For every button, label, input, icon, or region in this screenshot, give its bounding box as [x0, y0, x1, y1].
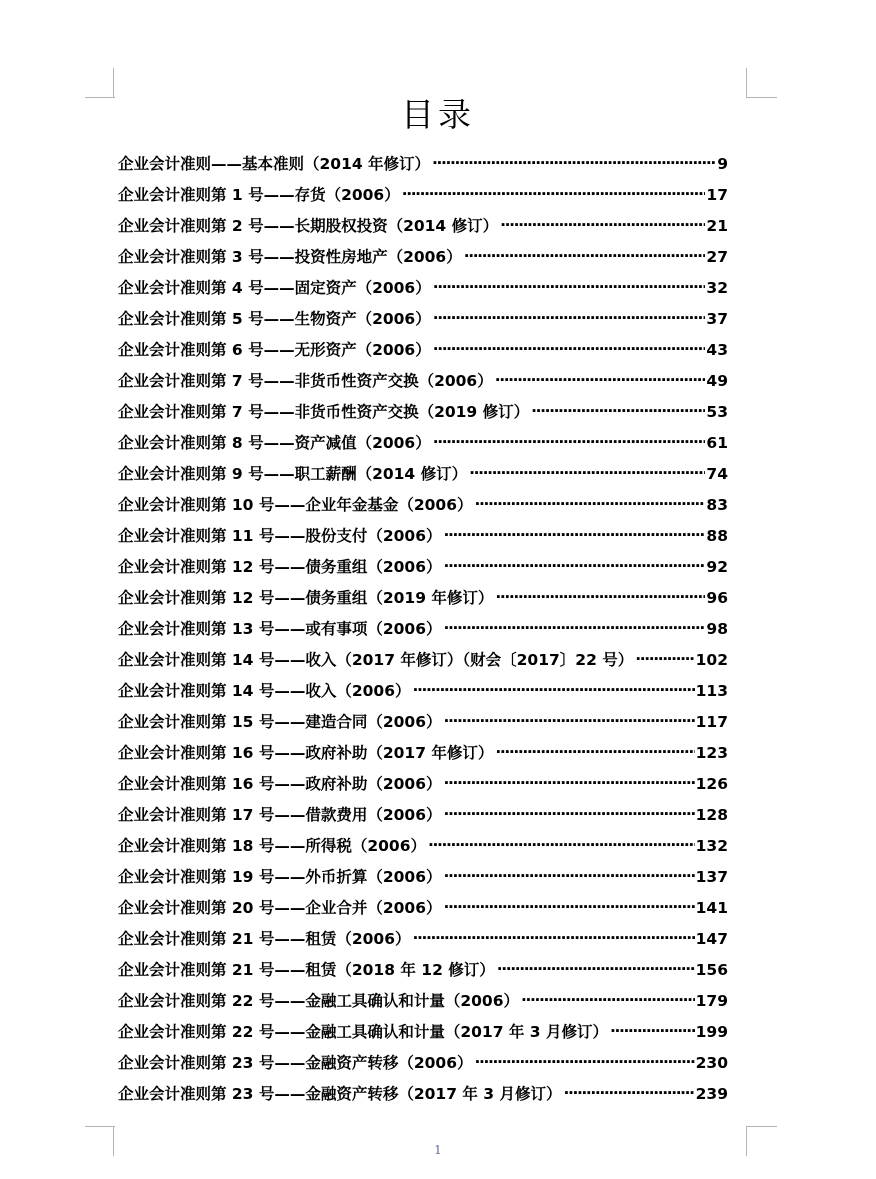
toc-entry-page-number: 37 [706, 310, 728, 328]
toc-dot-leader [413, 928, 695, 944]
toc-entry-title: 企业会计准则第 11 号——股份支付（2006） [118, 527, 442, 545]
toc-entry-page-number: 126 [695, 775, 728, 793]
toc-entry-title: 企业会计准则第 17 号——借款费用（2006） [118, 806, 442, 824]
toc-entry[interactable] [118, 431, 728, 462]
toc-entry-title: 企业会计准则第 19 号——外币折算（2006） [118, 868, 442, 886]
toc-entry[interactable] [118, 865, 728, 896]
toc-entry[interactable] [118, 369, 728, 400]
table-of-contents [118, 152, 728, 1113]
toc-entry[interactable] [118, 679, 728, 710]
toc-entry-page-number: 132 [695, 837, 728, 855]
toc-dot-leader [444, 711, 695, 727]
toc-dot-leader [444, 773, 695, 789]
toc-entry-page-number: 239 [695, 1085, 728, 1103]
toc-entry[interactable] [118, 1020, 728, 1051]
toc-dot-leader [521, 990, 695, 1006]
toc-entry-page-number: 156 [695, 961, 728, 979]
toc-dot-leader [464, 246, 706, 262]
toc-entry-title: 企业会计准则第 23 号——金融资产转移（2006） [118, 1054, 473, 1072]
toc-entry-title: 企业会计准则第 15 号——建造合同（2006） [118, 713, 442, 731]
toc-entry-page-number: 27 [706, 248, 728, 266]
toc-entry-page-number: 117 [695, 713, 728, 731]
toc-entry[interactable] [118, 245, 728, 276]
toc-dot-leader [433, 277, 706, 293]
toc-entry-title: 企业会计准则第 14 号——收入（2006） [118, 682, 411, 700]
toc-dot-leader [610, 1021, 695, 1037]
toc-entry-page-number: 230 [695, 1054, 728, 1072]
toc-entry-page-number: 199 [695, 1023, 728, 1041]
toc-entry[interactable] [118, 555, 728, 586]
toc-dot-leader [444, 866, 695, 882]
toc-entry[interactable] [118, 958, 728, 989]
toc-entry-title: 企业会计准则第 6 号——无形资产（2006） [118, 341, 431, 359]
toc-entry-page-number: 96 [706, 589, 728, 607]
toc-entry-page-number: 123 [695, 744, 728, 762]
toc-entry-title: 企业会计准则第 18 号——所得税（2006） [118, 837, 427, 855]
toc-entry-title: 企业会计准则第 10 号——企业年金基金（2006） [118, 496, 473, 514]
toc-entry-title: 企业会计准则——基本准则（2014 年修订） [118, 155, 431, 173]
toc-entry-page-number: 43 [706, 341, 728, 359]
toc-entry-page-number: 83 [706, 496, 728, 514]
toc-entry-page-number: 128 [695, 806, 728, 824]
toc-entry[interactable] [118, 214, 728, 245]
toc-entry-page-number: 32 [706, 279, 728, 297]
toc-entry-title: 企业会计准则第 21 号——租赁（2018 年 12 修订） [118, 961, 495, 979]
toc-entry-page-number: 102 [695, 651, 728, 669]
toc-entry[interactable] [118, 524, 728, 555]
toc-dot-leader [444, 525, 706, 541]
toc-entry-page-number: 9 [717, 155, 728, 173]
toc-dot-leader [444, 556, 706, 572]
toc-entry[interactable] [118, 648, 728, 679]
toc-dot-leader [444, 804, 695, 820]
toc-entry[interactable] [118, 1051, 728, 1082]
toc-entry-title: 企业会计准则第 13 号——或有事项（2006） [118, 620, 442, 638]
toc-entry-title: 企业会计准则第 20 号——企业合并（2006） [118, 899, 442, 917]
toc-dot-leader [497, 959, 695, 975]
toc-dot-leader [495, 742, 694, 758]
toc-entry[interactable] [118, 989, 728, 1020]
toc-entry[interactable] [118, 772, 728, 803]
toc-entry[interactable] [118, 400, 728, 431]
toc-entry-page-number: 92 [706, 558, 728, 576]
toc-entry-title: 企业会计准则第 2 号——长期股权投资（2014 修订） [118, 217, 499, 235]
toc-dot-leader [500, 215, 705, 231]
toc-entry-title: 企业会计准则第 4 号——固定资产（2006） [118, 279, 431, 297]
toc-entry[interactable] [118, 462, 728, 493]
toc-entry-title: 企业会计准则第 1 号——存货（2006） [118, 186, 400, 204]
toc-entry-page-number: 17 [706, 186, 728, 204]
toc-entry-page-number: 179 [695, 992, 728, 1010]
toc-entry-title: 企业会计准则第 12 号——债务重组（2006） [118, 558, 442, 576]
toc-entry[interactable] [118, 338, 728, 369]
toc-entry[interactable] [118, 307, 728, 338]
toc-entry[interactable] [118, 586, 728, 617]
toc-entry-title: 企业会计准则第 12 号——债务重组（2019 年修订） [118, 589, 494, 607]
toc-dot-leader [531, 401, 705, 417]
toc-entry-title: 企业会计准则第 7 号——非货币性资产交换（2006） [118, 372, 493, 390]
toc-entry[interactable] [118, 834, 728, 865]
toc-dot-leader [402, 184, 706, 200]
toc-entry-title: 企业会计准则第 22 号——金融工具确认和计量（2006） [118, 992, 520, 1010]
toc-entry-page-number: 49 [706, 372, 728, 390]
toc-entry-title: 企业会计准则第 3 号——投资性房地产（2006） [118, 248, 462, 266]
page-title: 目录 [401, 95, 475, 134]
toc-entry-page-number: 113 [695, 682, 728, 700]
toc-entry-title: 企业会计准则第 9 号——职工薪酬（2014 修订） [118, 465, 468, 483]
toc-entry-title: 企业会计准则第 14 号——收入（2017 年修订）（财会〔2017〕22 号） [118, 651, 634, 669]
toc-entry[interactable] [118, 152, 728, 183]
footer-page-number: 1 [434, 1143, 442, 1157]
toc-dot-leader [433, 432, 706, 448]
toc-dot-leader [563, 1083, 694, 1099]
toc-dot-leader [444, 618, 706, 634]
toc-dot-leader [469, 463, 705, 479]
toc-entry-page-number: 88 [706, 527, 728, 545]
toc-dot-leader [495, 587, 705, 603]
toc-entry-page-number: 61 [706, 434, 728, 452]
toc-entry[interactable] [118, 803, 728, 834]
toc-entry-title: 企业会计准则第 23 号——金融资产转移（2017 年 3 月修订） [118, 1085, 562, 1103]
toc-entry[interactable] [118, 183, 728, 214]
toc-entry-page-number: 53 [706, 403, 728, 421]
toc-entry-title: 企业会计准则第 7 号——非货币性资产交换（2019 修订） [118, 403, 530, 421]
toc-dot-leader [432, 153, 716, 169]
toc-entry[interactable] [118, 927, 728, 958]
toc-entry-title: 企业会计准则第 21 号——租赁（2006） [118, 930, 411, 948]
toc-entry[interactable] [118, 493, 728, 524]
toc-entry-title: 企业会计准则第 16 号——政府补助（2017 年修订） [118, 744, 494, 762]
toc-entry-page-number: 137 [695, 868, 728, 886]
toc-dot-leader [433, 308, 706, 324]
toc-dot-leader [635, 649, 694, 665]
toc-dot-leader [475, 494, 706, 510]
toc-entry-title: 企业会计准则第 5 号——生物资产（2006） [118, 310, 431, 328]
toc-entry[interactable] [118, 1082, 728, 1113]
toc-dot-leader [444, 897, 695, 913]
toc-entry-title: 企业会计准则第 22 号——金融工具确认和计量（2017 年 3 月修订） [118, 1023, 608, 1041]
toc-entry-page-number: 21 [706, 217, 728, 235]
toc-entry-page-number: 98 [706, 620, 728, 638]
toc-dot-leader [495, 370, 706, 386]
toc-entry-page-number: 147 [695, 930, 728, 948]
toc-entry[interactable] [118, 710, 728, 741]
toc-dot-leader [433, 339, 706, 355]
toc-dot-leader [428, 835, 695, 851]
toc-entry[interactable] [118, 617, 728, 648]
toc-entry-title: 企业会计准则第 16 号——政府补助（2006） [118, 775, 442, 793]
toc-entry[interactable] [118, 896, 728, 927]
toc-entry[interactable] [118, 741, 728, 772]
toc-entry[interactable] [118, 276, 728, 307]
toc-entry-page-number: 141 [695, 899, 728, 917]
toc-entry-page-number: 74 [706, 465, 728, 483]
toc-dot-leader [413, 680, 695, 696]
toc-dot-leader [475, 1052, 695, 1068]
toc-entry-title: 企业会计准则第 8 号——资产减值（2006） [118, 434, 431, 452]
